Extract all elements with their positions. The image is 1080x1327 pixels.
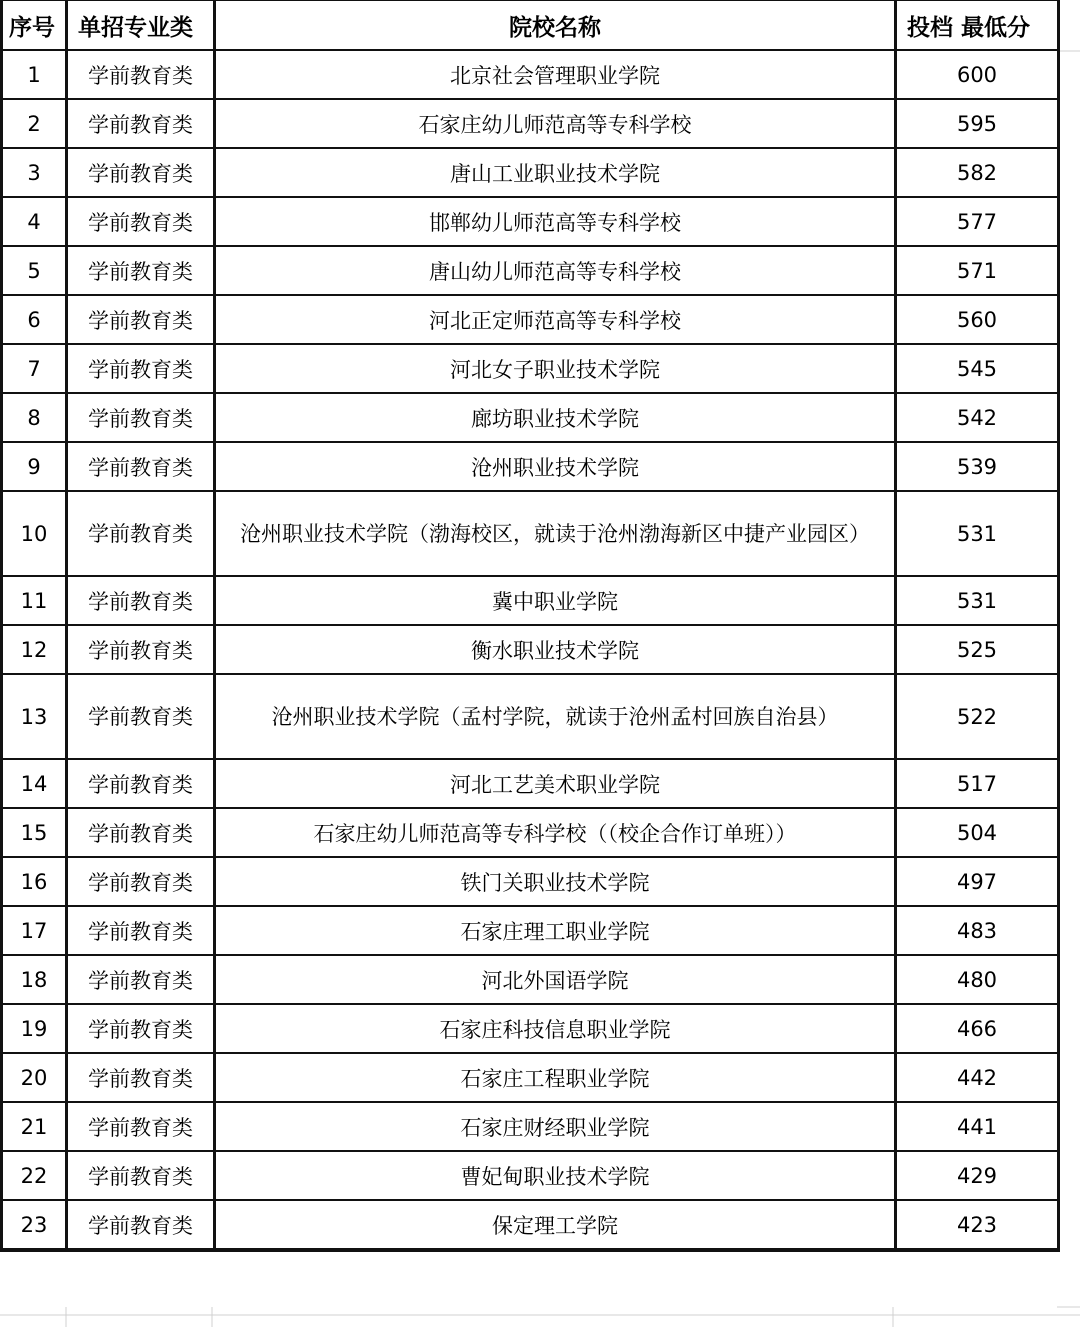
cell-school: 石家庄财经职业学院 xyxy=(215,1102,896,1151)
cell-category: 学前教育类 xyxy=(67,625,215,674)
cell-school: 河北正定师范高等专科学校 xyxy=(215,295,896,344)
cell-index: 6 xyxy=(2,295,67,344)
cell-index: 18 xyxy=(2,955,67,1004)
cell-index: 11 xyxy=(2,576,67,625)
cell-score: 497 xyxy=(896,857,1059,906)
cell-index: 1 xyxy=(2,50,67,99)
cell-school: 沧州职业技术学院（孟村学院，就读于沧州孟村回族自治县） xyxy=(215,674,896,759)
cell-score: 531 xyxy=(896,576,1059,625)
header-category: 单招专业类 xyxy=(67,1,215,51)
cell-category: 学前教育类 xyxy=(67,491,215,576)
cell-category: 学前教育类 xyxy=(67,674,215,759)
cell-school: 石家庄幼儿师范高等专科学校 xyxy=(215,99,896,148)
cell-index: 2 xyxy=(2,99,67,148)
cell-category: 学前教育类 xyxy=(67,148,215,197)
cell-school: 河北外国语学院 xyxy=(215,955,896,1004)
cell-score: 442 xyxy=(896,1053,1059,1102)
cell-category: 学前教育类 xyxy=(67,246,215,295)
cell-score: 545 xyxy=(896,344,1059,393)
cell-school: 河北女子职业技术学院 xyxy=(215,344,896,393)
table-row xyxy=(2,1151,1059,1200)
cell-index: 19 xyxy=(2,1004,67,1053)
table-row xyxy=(2,1102,1059,1151)
table-row xyxy=(2,906,1059,955)
table-row xyxy=(2,808,1059,857)
cell-index: 4 xyxy=(2,197,67,246)
cell-score: 429 xyxy=(896,1151,1059,1200)
table-row xyxy=(2,857,1059,906)
table-row xyxy=(2,1004,1059,1053)
table-row xyxy=(2,759,1059,808)
cell-school: 石家庄科技信息职业学院 xyxy=(215,1004,896,1053)
cell-score: 560 xyxy=(896,295,1059,344)
cell-school: 铁门关职业技术学院 xyxy=(215,857,896,906)
table-row xyxy=(2,625,1059,674)
cell-index: 15 xyxy=(2,808,67,857)
cell-school: 廊坊职业技术学院 xyxy=(215,393,896,442)
cell-category: 学前教育类 xyxy=(67,759,215,808)
table-row xyxy=(2,295,1059,344)
cell-score: 531 xyxy=(896,491,1059,576)
table-row xyxy=(2,576,1059,625)
cell-index: 9 xyxy=(2,442,67,491)
cell-category: 学前教育类 xyxy=(67,197,215,246)
header-score: 投档 最低分 xyxy=(896,1,1059,51)
cell-index: 23 xyxy=(2,1200,67,1250)
cell-score: 539 xyxy=(896,442,1059,491)
header-school: 院校名称 xyxy=(215,1,896,51)
cell-category: 学前教育类 xyxy=(67,442,215,491)
cell-school: 石家庄幼儿师范高等专科学校（（校企合作订单班）） xyxy=(215,808,896,857)
cell-score: 571 xyxy=(896,246,1059,295)
cell-school: 冀中职业学院 xyxy=(215,576,896,625)
cell-index: 20 xyxy=(2,1053,67,1102)
cell-score: 441 xyxy=(896,1102,1059,1151)
cell-score: 423 xyxy=(896,1200,1059,1250)
cell-school: 曹妃甸职业技术学院 xyxy=(215,1151,896,1200)
cell-school: 北京社会管理职业学院 xyxy=(215,50,896,99)
cell-score: 577 xyxy=(896,197,1059,246)
cell-school: 沧州职业技术学院 xyxy=(215,442,896,491)
cell-score: 595 xyxy=(896,99,1059,148)
cell-score: 504 xyxy=(896,808,1059,857)
table-row xyxy=(2,955,1059,1004)
header-index: 序号 xyxy=(2,1,67,51)
cell-score: 466 xyxy=(896,1004,1059,1053)
cell-category: 学前教育类 xyxy=(67,576,215,625)
cell-index: 17 xyxy=(2,906,67,955)
cell-school: 衡水职业技术学院 xyxy=(215,625,896,674)
cell-category: 学前教育类 xyxy=(67,393,215,442)
table-row xyxy=(2,1200,1059,1250)
cell-index: 22 xyxy=(2,1151,67,1200)
cell-index: 21 xyxy=(2,1102,67,1151)
table-row xyxy=(2,674,1059,759)
cell-index: 16 xyxy=(2,857,67,906)
cell-category: 学前教育类 xyxy=(67,1102,215,1151)
cell-school: 唐山幼儿师范高等专科学校 xyxy=(215,246,896,295)
cell-category: 学前教育类 xyxy=(67,808,215,857)
cell-score: 483 xyxy=(896,906,1059,955)
cell-score: 600 xyxy=(896,50,1059,99)
cell-category: 学前教育类 xyxy=(67,1151,215,1200)
cell-score: 480 xyxy=(896,955,1059,1004)
cell-category: 学前教育类 xyxy=(67,955,215,1004)
cell-index: 5 xyxy=(2,246,67,295)
table-row xyxy=(2,197,1059,246)
table-row xyxy=(2,148,1059,197)
cell-index: 13 xyxy=(2,674,67,759)
cell-category: 学前教育类 xyxy=(67,1053,215,1102)
cell-category: 学前教育类 xyxy=(67,295,215,344)
table-row xyxy=(2,246,1059,295)
table-row xyxy=(2,1053,1059,1102)
table-row xyxy=(2,99,1059,148)
cell-index: 8 xyxy=(2,393,67,442)
cell-school: 石家庄工程职业学院 xyxy=(215,1053,896,1102)
cell-score: 525 xyxy=(896,625,1059,674)
cell-school: 保定理工学院 xyxy=(215,1200,896,1250)
cell-score: 522 xyxy=(896,674,1059,759)
cell-school: 石家庄理工职业学院 xyxy=(215,906,896,955)
cell-category: 学前教育类 xyxy=(67,857,215,906)
cell-index: 12 xyxy=(2,625,67,674)
table-row xyxy=(2,393,1059,442)
table-row xyxy=(2,50,1059,99)
cell-category: 学前教育类 xyxy=(67,906,215,955)
cell-school: 河北工艺美术职业学院 xyxy=(215,759,896,808)
cell-index: 14 xyxy=(2,759,67,808)
table-row xyxy=(2,491,1059,576)
cell-score: 517 xyxy=(896,759,1059,808)
cell-index: 7 xyxy=(2,344,67,393)
cell-score: 582 xyxy=(896,148,1059,197)
cell-school: 唐山工业职业技术学院 xyxy=(215,148,896,197)
cell-index: 3 xyxy=(2,148,67,197)
cell-category: 学前教育类 xyxy=(67,50,215,99)
cell-index: 10 xyxy=(2,491,67,576)
cell-school: 邯郸幼儿师范高等专科学校 xyxy=(215,197,896,246)
cell-category: 学前教育类 xyxy=(67,344,215,393)
table-row xyxy=(2,442,1059,491)
header-row xyxy=(2,1,1059,51)
cell-school: 沧州职业技术学院（渤海校区，就读于沧州渤海新区中捷产业园区） xyxy=(215,491,896,576)
cell-category: 学前教育类 xyxy=(67,1200,215,1250)
cell-category: 学前教育类 xyxy=(67,1004,215,1053)
cell-category: 学前教育类 xyxy=(67,99,215,148)
cell-score: 542 xyxy=(896,393,1059,442)
table-row xyxy=(2,344,1059,393)
